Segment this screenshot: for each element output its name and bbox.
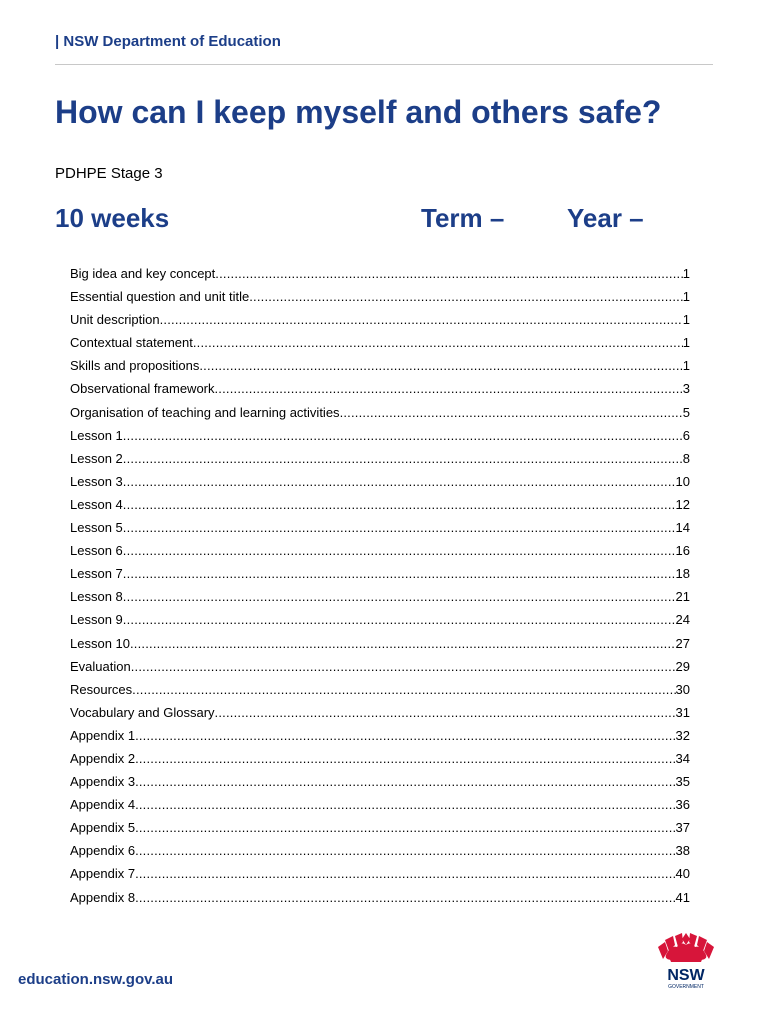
toc-entry[interactable] bbox=[70, 816, 690, 839]
nsw-government-logo bbox=[655, 933, 717, 991]
toc-entry-label: Appendix 5 bbox=[70, 820, 136, 836]
toc-entry[interactable] bbox=[70, 562, 690, 585]
toc-entry-label: Lesson 3 bbox=[70, 473, 123, 489]
header-divider bbox=[55, 64, 713, 65]
toc-entry-page: 21 bbox=[675, 589, 690, 605]
toc-entry[interactable] bbox=[70, 724, 690, 747]
toc-dot-leader bbox=[215, 377, 683, 400]
toc-entry[interactable] bbox=[70, 655, 690, 678]
toc-entry-label: Lesson 2 bbox=[70, 450, 123, 466]
toc-entry-page: 38 bbox=[675, 843, 690, 859]
toc-dot-leader bbox=[123, 539, 676, 562]
toc-entry[interactable] bbox=[70, 331, 690, 354]
toc-entry-page: 1 bbox=[682, 358, 690, 374]
toc-entry[interactable] bbox=[70, 701, 690, 724]
toc-dot-leader bbox=[135, 724, 675, 747]
toc-dot-leader bbox=[130, 632, 676, 655]
toc-entry[interactable] bbox=[70, 747, 690, 770]
toc-entry-label: Observational framework bbox=[70, 381, 215, 397]
toc-entry-page: 31 bbox=[675, 704, 690, 720]
toc-dot-leader bbox=[135, 793, 675, 816]
toc-dot-leader bbox=[135, 886, 675, 909]
toc-entry[interactable] bbox=[70, 470, 690, 493]
document-subtitle: PDHPE Stage 3 bbox=[55, 165, 163, 182]
toc-entry-label: Lesson 7 bbox=[70, 566, 123, 582]
logo-nsw-text: NSW bbox=[667, 967, 705, 984]
toc-entry-page: 27 bbox=[675, 635, 690, 651]
toc-entry-label: Resources bbox=[70, 681, 133, 697]
toc-entry-label: Appendix 1 bbox=[70, 727, 136, 743]
toc-entry-page: 32 bbox=[675, 727, 690, 743]
document-title: How can I keep myself and others safe? bbox=[55, 94, 662, 130]
toc-entry-page: 41 bbox=[675, 889, 690, 905]
toc-entry-page: 1 bbox=[682, 312, 690, 328]
toc-entry-page: 1 bbox=[682, 266, 690, 281]
duration-weeks: 10 weeks bbox=[55, 203, 170, 233]
toc-entry-page: 1 bbox=[682, 335, 690, 351]
toc-entry-page: 37 bbox=[675, 820, 690, 836]
toc-entry-label: Appendix 6 bbox=[70, 843, 136, 859]
toc-entry-page: 29 bbox=[675, 658, 690, 674]
table-of-contents bbox=[70, 262, 690, 909]
toc-entry-page: 35 bbox=[675, 774, 690, 790]
toc-entry-label: Lesson 10 bbox=[70, 635, 130, 651]
footer-url[interactable]: education.nsw.gov.au bbox=[18, 971, 174, 988]
toc-entry-label: Lesson 4 bbox=[70, 496, 123, 512]
toc-entry-page: 6 bbox=[682, 427, 690, 443]
toc-entry[interactable] bbox=[70, 839, 690, 862]
toc-dot-leader bbox=[135, 770, 675, 793]
toc-dot-leader bbox=[123, 562, 676, 585]
toc-entry[interactable] bbox=[70, 632, 690, 655]
toc-entry[interactable] bbox=[70, 793, 690, 816]
toc-entry[interactable] bbox=[70, 308, 690, 331]
duration-row bbox=[0, 203, 768, 239]
toc-dot-leader bbox=[249, 285, 683, 308]
toc-dot-leader bbox=[135, 862, 675, 885]
toc-entry[interactable] bbox=[70, 770, 690, 793]
toc-dot-leader bbox=[123, 493, 676, 516]
toc-dot-leader bbox=[123, 424, 683, 447]
waratah-logo-icon bbox=[655, 933, 717, 991]
toc-entry-label: Lesson 5 bbox=[70, 520, 123, 536]
toc-entry[interactable] bbox=[70, 862, 690, 885]
toc-dot-leader bbox=[160, 308, 683, 331]
toc-entry[interactable] bbox=[70, 608, 690, 631]
toc-entry-page: 12 bbox=[675, 496, 690, 512]
toc-dot-leader bbox=[123, 447, 683, 470]
toc-dot-leader bbox=[123, 470, 676, 493]
toc-entry-label: Appendix 7 bbox=[70, 866, 136, 882]
toc-entry-page: 3 bbox=[682, 381, 690, 397]
toc-entry-label: Appendix 3 bbox=[70, 774, 136, 790]
toc-dot-leader bbox=[123, 608, 676, 631]
toc-entry-label: Lesson 9 bbox=[70, 612, 123, 628]
toc-entry[interactable] bbox=[70, 424, 690, 447]
toc-dot-leader bbox=[123, 516, 676, 539]
toc-entry-label: Evaluation bbox=[70, 658, 131, 674]
toc-entry-page: 34 bbox=[675, 750, 690, 766]
toc-entry[interactable] bbox=[70, 539, 690, 562]
toc-dot-leader bbox=[135, 747, 675, 770]
toc-entry-label: Skills and propositions bbox=[70, 358, 200, 374]
toc-entry-page: 18 bbox=[675, 566, 690, 582]
toc-dot-leader bbox=[131, 655, 676, 678]
toc-entry-page: 10 bbox=[675, 473, 690, 489]
toc-entry[interactable] bbox=[70, 354, 690, 377]
toc-entry-label: Unit description bbox=[70, 312, 160, 328]
toc-entry[interactable] bbox=[70, 886, 690, 909]
toc-entry-page: 8 bbox=[682, 450, 690, 466]
toc-entry-page: 16 bbox=[675, 543, 690, 559]
toc-dot-leader bbox=[215, 701, 676, 724]
toc-entry-page: 14 bbox=[675, 520, 690, 536]
toc-entry-label: Lesson 1 bbox=[70, 427, 123, 443]
toc-entry-label: Lesson 8 bbox=[70, 589, 123, 605]
toc-entry-label: Appendix 4 bbox=[70, 797, 136, 813]
toc-entry-page: 40 bbox=[675, 866, 690, 882]
toc-entry-label: Big idea and key concept bbox=[70, 266, 216, 281]
toc-entry-page: 30 bbox=[675, 681, 690, 697]
toc-dot-leader bbox=[193, 331, 683, 354]
toc-dot-leader bbox=[135, 839, 675, 862]
toc-entry[interactable] bbox=[70, 377, 690, 400]
toc-entry[interactable] bbox=[70, 447, 690, 470]
toc-entry-page: 1 bbox=[682, 289, 690, 305]
toc-entry-label: Vocabulary and Glossary bbox=[70, 704, 215, 720]
toc-entry-page: 24 bbox=[675, 612, 690, 628]
department-header: | NSW Department of Education bbox=[55, 33, 281, 50]
toc-dot-leader bbox=[123, 585, 676, 608]
toc-entry-page: 5 bbox=[682, 404, 690, 420]
toc-entry-label: Appendix 8 bbox=[70, 889, 136, 905]
toc-entry-label: Contextual statement bbox=[70, 335, 193, 351]
toc-entry[interactable] bbox=[70, 285, 690, 308]
logo-government-text: GOVERNMENT bbox=[668, 984, 704, 990]
year-label: Year – bbox=[567, 203, 644, 233]
toc-entry[interactable] bbox=[70, 401, 690, 424]
toc-entry[interactable] bbox=[70, 516, 690, 539]
toc-entry[interactable] bbox=[70, 493, 690, 516]
toc-entry-label: Organisation of teaching and learning activities bbox=[70, 404, 340, 420]
toc-entry-label: Lesson 6 bbox=[70, 543, 123, 559]
toc-entry-label: Essential question and unit title bbox=[70, 289, 250, 305]
toc-dot-leader bbox=[132, 678, 675, 701]
toc-dot-leader bbox=[199, 354, 682, 377]
toc-dot-leader bbox=[135, 816, 675, 839]
toc-entry[interactable] bbox=[70, 678, 690, 701]
toc-entry[interactable] bbox=[70, 262, 690, 285]
toc-entry-label: Appendix 2 bbox=[70, 750, 136, 766]
toc-dot-leader bbox=[215, 262, 682, 285]
term-label: Term – bbox=[421, 203, 505, 233]
toc-dot-leader bbox=[340, 401, 683, 424]
toc-entry[interactable] bbox=[70, 585, 690, 608]
toc-entry-page: 36 bbox=[675, 797, 690, 813]
